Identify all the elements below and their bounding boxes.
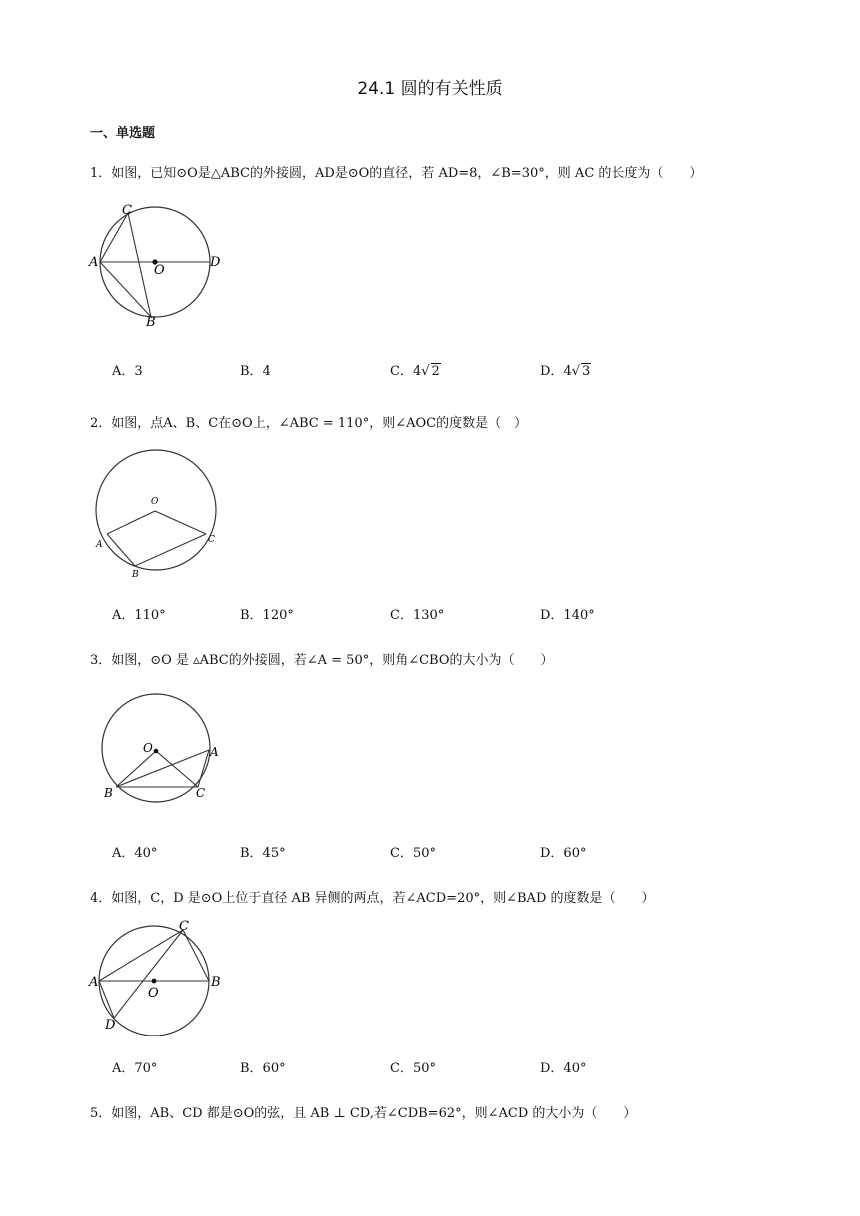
q2-label-b: B xyxy=(132,570,139,580)
q1-label-a: A xyxy=(89,255,99,270)
question-3-stem: 3．如图，⊙O 是 ▵ABC的外接圆，若∠A = 50°，则角∠CBO的大小为（ ） xyxy=(90,653,554,668)
question-2-stem: 2．如图，点A、B、C在⊙O上，∠ABC = 110°，则∠AOC的度数是（ ） xyxy=(90,416,528,431)
sqrt-sign: √ 2 xyxy=(421,364,440,379)
section-heading: 一、单选题 xyxy=(90,126,156,141)
question-1-option-d[interactable]: D．4√ 3 xyxy=(540,364,591,379)
q4-label-b: B xyxy=(211,975,221,990)
q4-label-o: O xyxy=(148,986,159,1001)
question-5-stem: 5．如图，AB、CD 都是⊙O的弦，且 AB ⊥ CD,若∠CDB=62°，则∠ACD 的大小为（ ） xyxy=(90,1106,637,1121)
q2-label-a: A xyxy=(96,540,103,550)
question-3-figure xyxy=(94,690,228,814)
question-4-option-c[interactable]: C．50° xyxy=(390,1061,436,1076)
q1-label-b: B xyxy=(146,315,156,330)
question-3-option-d[interactable]: D．60° xyxy=(540,846,587,861)
question-2-figure xyxy=(88,446,224,582)
q2-label-o: O xyxy=(151,497,159,507)
question-4-option-b[interactable]: B．60° xyxy=(240,1061,286,1076)
question-2-option-d[interactable]: D．140° xyxy=(540,608,595,623)
question-3-option-b[interactable]: B．45° xyxy=(240,846,286,861)
q1-label-c: C xyxy=(122,203,132,218)
question-3-option-a[interactable]: A．40° xyxy=(112,846,158,861)
q1-label-o: O xyxy=(154,263,165,278)
question-1-option-a[interactable]: A．3 xyxy=(112,364,143,379)
question-3-option-c[interactable]: C．50° xyxy=(390,846,436,861)
question-1-option-c[interactable]: C．4√ 2 xyxy=(390,364,440,379)
q4-label-c: C xyxy=(179,919,189,934)
q3-label-b: B xyxy=(104,786,113,800)
question-4-figure xyxy=(86,918,226,1036)
q3-label-c: C xyxy=(196,786,206,800)
question-1-option-b[interactable]: B．4 xyxy=(240,364,271,379)
question-4-stem: 4．如图，C，D 是⊙O上位于直径 AB 异侧的两点，若∠ACD=20°，则∠BAD 的度数是（ ） xyxy=(90,891,655,906)
question-2-option-a[interactable]: A．110° xyxy=(112,608,166,623)
question-4-option-d[interactable]: D．40° xyxy=(540,1061,587,1076)
question-1-stem: 1．如图，已知⊙O是△ABC的外接圆，AD是⊙O的直径，若 AD=8，∠B=30°，则 AC 的长度为（ ） xyxy=(90,166,703,181)
q2-label-c: C xyxy=(208,535,215,545)
q3-label-o: O xyxy=(143,741,153,755)
sqrt-sign: √ 3 xyxy=(571,364,591,379)
question-1-figure xyxy=(86,200,226,334)
question-2-option-c[interactable]: C．130° xyxy=(390,608,445,623)
q1-label-d: D xyxy=(210,255,221,270)
page-title: 24.1 圆的有关性质 xyxy=(357,79,503,99)
question-4-option-a[interactable]: A．70° xyxy=(112,1061,158,1076)
q4-label-a: A xyxy=(89,975,99,990)
question-2-option-b[interactable]: B．120° xyxy=(240,608,294,623)
q4-label-d: D xyxy=(105,1018,116,1033)
q3-label-a: A xyxy=(210,745,219,759)
